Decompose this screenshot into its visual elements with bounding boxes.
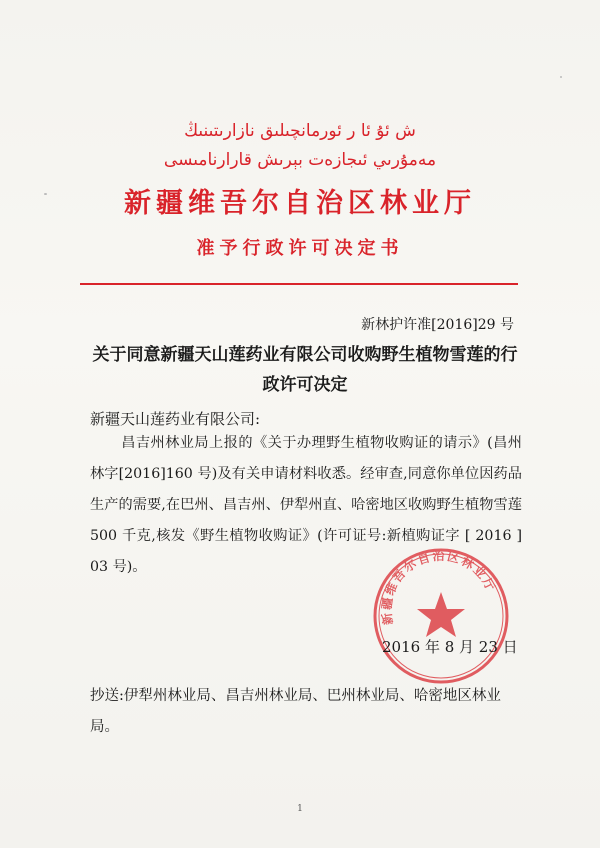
red-divider bbox=[80, 283, 518, 285]
agency-name: 新疆维吾尔自治区林业厅 bbox=[124, 188, 476, 219]
seal-text: 新疆维吾尔自治区林业厅 bbox=[379, 548, 499, 626]
paper-speck bbox=[560, 76, 562, 78]
page-number: 1 bbox=[297, 804, 303, 814]
document-number: 新林护许准[2016]29 号 bbox=[361, 317, 514, 333]
document-title: 关于同意新疆天山莲药业有限公司收购野生植物雪莲的行政许可决定 bbox=[92, 345, 518, 395]
document-type: 准予行政许可决定书 bbox=[196, 238, 404, 259]
addressee: 新疆天山莲药业有限公司: bbox=[90, 410, 261, 428]
official-seal-icon bbox=[371, 546, 511, 686]
body-paragraph: 昌吉州林业局上报的《关于办理野生植物收购证的请示》(昌州林字[2016]160 号)及有关申请材料收悉。经审查,同意你单位因药品生产的需要,在巴州、昌吉州、伊犁州直、哈密地区收购野生植物雪莲 500 千克,核发《野生植物收购证》(许可证号:新植购证字 [ 2016 ] 03 号)。 bbox=[90, 435, 522, 575]
issue-date: 2016 年 8 月 23 日 bbox=[382, 638, 518, 656]
cc-list: 抄送:伊犁州林业局、昌吉州林业局、巴州林业局、哈密地区林业局。 bbox=[90, 688, 501, 735]
uyghur-header-line-2: مەمۇرىي ئىجازەت بېرىش قارارنامىسى bbox=[163, 150, 437, 170]
uyghur-header-line-1: ش ئۇ ئا ر ئورمانچىلىق نازارىتىنىڭ bbox=[184, 121, 416, 141]
